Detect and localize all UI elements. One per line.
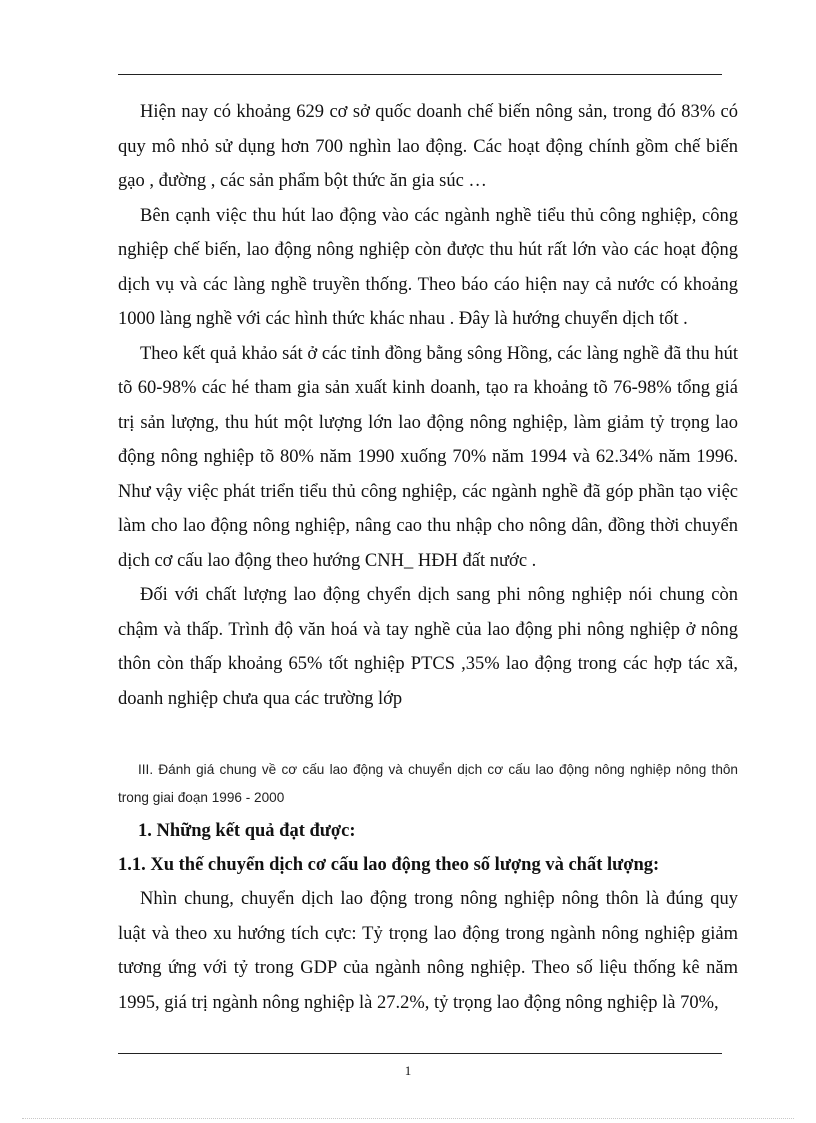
subheading-1-1: 1.1. Xu thế chuyển dịch cơ cấu lao động theo số lượng và chất lượng: <box>118 855 660 875</box>
header-rule <box>118 74 722 75</box>
section-heading: III. Đánh giá chung về cơ cấu lao động và chuyển dịch cơ cấu lao động nông nghiệp nông thôn trong giai đoạn 1996 - 2000 <box>118 762 738 805</box>
paragraph-2: Bên cạnh việc thu hút lao động vào các ngành nghề tiểu thủ công nghiệp, công nghiệp chế biến, lao động nông nghiệp còn được thu hút rất lớn vào các hoạt động dịch vụ và các làng nghề truyền thống. Theo báo cáo hiện nay cả nước có khoảng 1000 làng nghề với các hình thức khác nhau . Đây là hướng chuyển dịch tốt . <box>118 205 738 329</box>
paragraph-1: Hiện nay có khoảng 629 cơ sở quốc doanh chế biến nông sản, trong đó 83% có quy mô nhỏ sử dụng hơn 700 nghìn lao động. Các hoạt động chính gồm chế biến gạo , đường , các sản phẩm bột thức ăn gia súc … <box>118 102 738 191</box>
subheading-1: 1. Những kết quả đạt được: <box>138 821 356 841</box>
paragraph-4: Đối với chất lượng lao động chyển dịch sang phi nông nghiệp nói chung còn chậm và thấp. Trình độ văn hoá và tay nghề của lao động phi nông nghiệp ở nông thôn còn thấp khoảng 65% tốt nghiệp PTCS ,35% lao động trong các hợp tác xã, doanh nghiệp chưa qua các trường lớp <box>118 585 738 709</box>
paragraph-5: Nhìn chung, chuyển dịch lao động trong nông nghiệp nông thôn là đúng quy luật và theo xu hướng tích cực: Tỷ trọng lao động trong ngành nông nghiệp giảm tương ứng với tỷ trong GDP của ngành nông nghiệp. Theo số liệu thống kê năm 1995, giá trị ngành nông nghiệp là 27.2%, tỷ trọng lao động nông nghiệp là 70%, <box>118 889 738 1013</box>
page-edge <box>22 1118 794 1119</box>
page-body <box>118 95 738 1020</box>
footer-rule <box>118 1053 722 1054</box>
paragraph-3: Theo kết quả khảo sát ở các tỉnh đồng bằng sông Hồng, các làng nghề đã thu hút tõ 60-98% các hé tham gia sản xuất kinh doanh, tạo ra khoảng tõ 76-98% tổng giá trị sản lượng, thu hút một lượng lớn lao động nông nghiệp, làm giảm tỷ trọng lao động nông nghiệp tõ 80% năm 1990 xuống 70% năm 1994 và 62.34% năm 1996. Như vậy việc phát triển tiểu thủ công nghiệp, các ngành nghề đã góp phần tạo việc làm cho lao động nông nghiệp, nâng cao thu nhập cho nông dân, đồng thời chuyển dịch cơ cấu lao động theo hướng CNH_ HĐH đất nước . <box>118 343 738 571</box>
page-number: 1 <box>404 1063 412 1078</box>
